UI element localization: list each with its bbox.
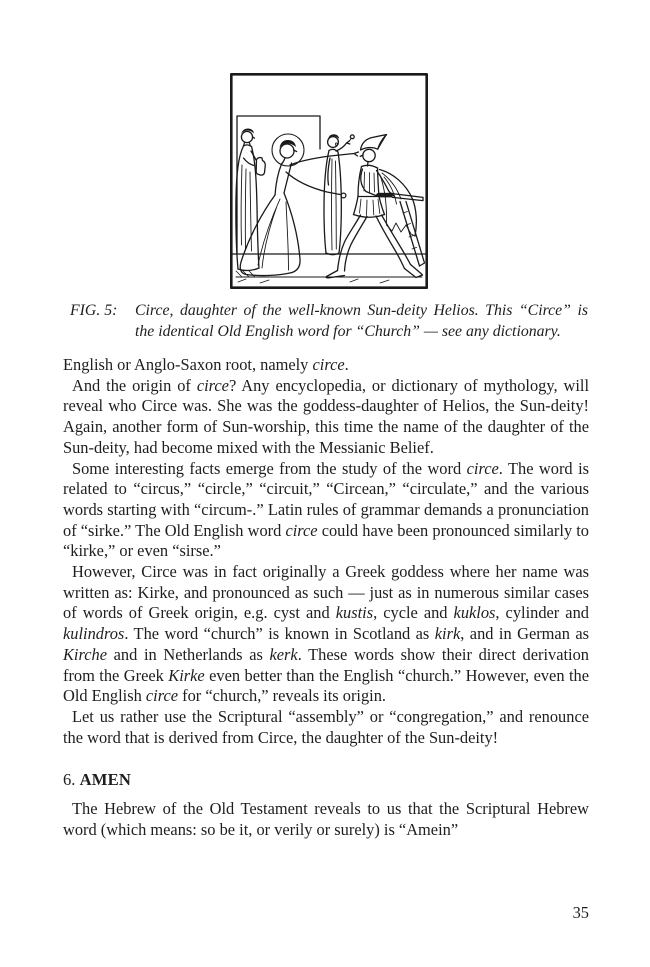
page-number: 35 — [572, 903, 589, 922]
paragraph: English or Anglo-Saxon root, namely circe. — [63, 355, 349, 374]
figure-woman-with-jug — [236, 128, 265, 270]
paragraph: And the origin of circe? Any encyclopedia, or dictionary of mythology, will reveal who Circe was. She was the goddess-daughter of Helios, the Sun-deity! Again, another form of Sun-worship, this time the name of the daughter of the Sun-deity, had become mixed with the Messianic Belief. — [63, 375, 590, 457]
section-title: AMEN — [79, 770, 132, 790]
figure-caption-label: FIG. 5: — [70, 302, 118, 319]
paragraph: However, Circe was in fact originally a Greek goddess where her name was written as: Kirke, and pronounced as such — just as in numerous similar cases of words of Greek origin, e.g. cyst and kustis, cycle and kuklos, cylinder and kulindros. The word “church” is known in Scotland as kirk, and in German as Kirche and in Netherlands as kerk. These words show their direct derivation from the Greek Kirke even better than the English “church.” However, even the Old English circe for “church,” reveals its origin. — [63, 562, 589, 706]
figure-caption-text: Circe, daughter of the well-known Sun-deity Helios. This “Circe” is the identical Old English word for “Church” — see any dictionary. — [135, 302, 588, 340]
floor — [232, 254, 426, 283]
paragraph: The Hebrew of the Old Testament reveals to us that the Scriptural Hebrew word (which means: so be it, or verily or surely) is “Amein” — [63, 799, 589, 839]
figure-caption — [70, 300, 588, 342]
paragraph: Some interesting facts emerge from the study of the word circe. The word is related to “circus,” “circle,” “circuit,” “Circean,” “circulate,” and the various words starting with “circum-.” Latin rules of grammar demands a pronunciation of “sirke.” The Old English word circe could have been pronounced similarly to “kirke,” or even “sirse.” — [63, 458, 590, 561]
section-heading — [63, 770, 589, 791]
woodcut-illustration — [230, 73, 428, 289]
circe-woodcut-drawing — [230, 73, 428, 289]
woodcut-frame — [231, 74, 426, 287]
body-text — [63, 355, 589, 840]
section-number: 6. — [63, 770, 76, 790]
paragraph: Let us rather use the Scriptural “assembly” or “congregation,” and renounce the word that is derived from Circe, the daughter of the Sun-deity! — [63, 706, 589, 747]
